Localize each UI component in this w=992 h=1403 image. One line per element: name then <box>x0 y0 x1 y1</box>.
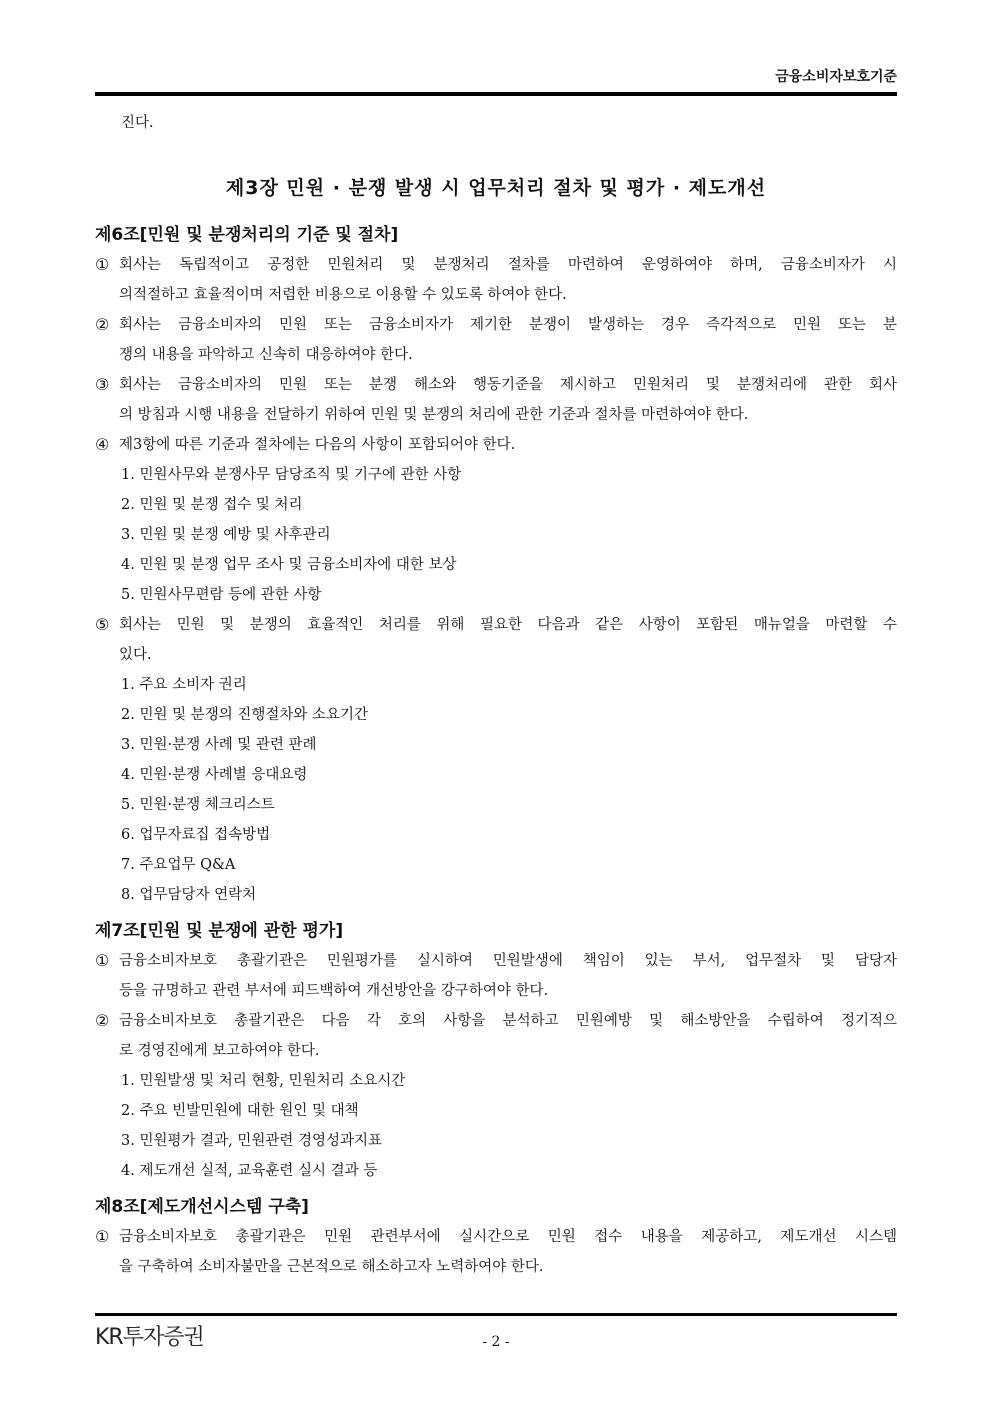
paragraph-line: 회사는 민원 및 분쟁의 효율적인 처리를 위해 필요한 다음과 같은 사항이 포함된 매뉴얼을 마련할 수 <box>119 617 897 633</box>
paragraph-number: ① <box>95 255 110 274</box>
article-title: 제8조[제도개선시스템 구축] <box>95 1197 309 1217</box>
paragraph-line: 회사는 독립적이고 공정한 민원처리 및 분쟁처리 절차를 마련하여 운영하여야 하며, 금융소비자가 시 <box>119 257 897 273</box>
paragraph-number: ② <box>95 1011 110 1030</box>
article-title: 제7조[민원 및 분쟁에 관한 평가] <box>95 921 344 941</box>
list-item: 7. 주요업무 Q&A <box>121 857 236 873</box>
list-item: 1. 민원사무와 분쟁사무 담당조직 및 기구에 관한 사항 <box>121 467 462 483</box>
paragraph-number: ③ <box>95 375 110 394</box>
list-item: 5. 민원사무편람 등에 관한 사항 <box>121 587 322 603</box>
paragraph-line: 의적절하고 효율적이며 저렴한 비용으로 이용할 수 있도록 하여야 한다. <box>119 287 567 303</box>
footer-rule <box>95 1313 897 1316</box>
list-item: 8. 업무담당자 연락처 <box>121 887 257 903</box>
list-item: 1. 주요 소비자 권리 <box>121 677 247 693</box>
paragraph-line: 등을 규명하고 관련 부서에 피드백하여 개선방안을 강구하여야 한다. <box>119 983 549 999</box>
page-header <box>95 62 897 96</box>
list-item: 4. 민원·분쟁 사례별 응대요령 <box>121 767 308 783</box>
paragraph <box>95 370 897 430</box>
document-body <box>95 108 897 1282</box>
article-title: 제6조[민원 및 분쟁처리의 기준 및 절차] <box>95 225 399 245</box>
paragraph <box>95 310 897 370</box>
paragraph-line: 의 방침과 시행 내용을 전달하기 위하여 민원 및 분쟁의 처리에 관한 기준과 절차를 마련하여야 한다. <box>119 407 749 423</box>
list-item: 5. 민원·분쟁 체크리스트 <box>121 797 275 813</box>
paragraph-line: 회사는 금융소비자의 민원 또는 분쟁 해소와 행동기준을 제시하고 민원처리 및 분쟁처리에 관한 회사 <box>119 377 897 393</box>
header-title: 금융소비자보호기준 <box>775 69 897 85</box>
list-item: 6. 업무자료집 접속방법 <box>121 827 271 843</box>
paragraph-line: 있다. <box>119 647 152 663</box>
paragraph-line: 을 구축하여 소비자불만을 근본적으로 해소하고자 노력하여야 한다. <box>119 1259 544 1275</box>
intro-tail: 진다. <box>121 115 154 131</box>
list-item: 2. 주요 빈발민원에 대한 원인 및 대책 <box>121 1103 359 1119</box>
paragraph <box>95 946 897 1006</box>
list-item: 2. 민원 및 분쟁 접수 및 처리 <box>121 497 303 513</box>
list-item: 4. 민원 및 분쟁 업무 조사 및 금융소비자에 대한 보상 <box>121 557 457 573</box>
paragraph-line: 금융소비자보호 총괄기관은 민원 관련부서에 실시간으로 민원 접수 내용을 제공하고, 제도개선 시스템 <box>119 1229 897 1245</box>
paragraph-line: 금융소비자보호 총괄기관은 민원평가를 실시하여 민원발생에 책임이 있는 부서, 업무절차 및 담당자 <box>119 953 897 969</box>
page-number: - 2 - <box>482 1334 510 1350</box>
list-item: 3. 민원평가 결과, 민원관련 경영성과지표 <box>121 1133 382 1149</box>
paragraph-number: ④ <box>95 435 110 454</box>
articles-container <box>95 220 897 1282</box>
chapter-title: 제3장 민원 · 분쟁 발생 시 업무처리 절차 및 평가 · 제도개선 <box>225 177 767 199</box>
paragraph <box>95 1006 897 1066</box>
paragraph-line: 제3항에 따른 기준과 절차에는 다음의 사항이 포함되어야 한다. <box>119 437 516 453</box>
paragraph-line: 금융소비자보호 총괄기관은 다음 각 호의 사항을 분석하고 민원예방 및 해소방안을 수립하여 정기적으 <box>119 1013 897 1029</box>
list-item: 3. 민원·분쟁 사례 및 관련 판례 <box>121 737 317 753</box>
header-rule <box>95 92 897 96</box>
paragraph <box>95 430 897 460</box>
paragraph-line: 로 경영진에게 보고하여야 한다. <box>119 1043 320 1059</box>
paragraph-number: ⑤ <box>95 615 110 634</box>
paragraph-line: 쟁의 내용을 파악하고 신속히 대응하여야 한다. <box>119 347 413 363</box>
company-logo: KR투자증권 <box>95 1325 204 1350</box>
paragraph-number: ① <box>95 951 110 970</box>
paragraph-number: ① <box>95 1227 110 1246</box>
list-item: 4. 제도개선 실적, 교육훈련 실시 결과 등 <box>121 1163 378 1179</box>
paragraph-line: 회사는 금융소비자의 민원 또는 금융소비자가 제기한 분쟁이 발생하는 경우 즉각적으로 민원 또는 분 <box>119 317 897 333</box>
paragraph <box>95 1222 897 1282</box>
paragraph <box>95 250 897 310</box>
list-item: 2. 민원 및 분쟁의 진행절차와 소요기간 <box>121 707 368 723</box>
paragraph-number: ② <box>95 315 110 334</box>
paragraph <box>95 610 897 670</box>
list-item: 1. 민원발생 및 처리 현황, 민원처리 소요시간 <box>121 1073 406 1089</box>
list-item: 3. 민원 및 분쟁 예방 및 사후관리 <box>121 527 331 543</box>
